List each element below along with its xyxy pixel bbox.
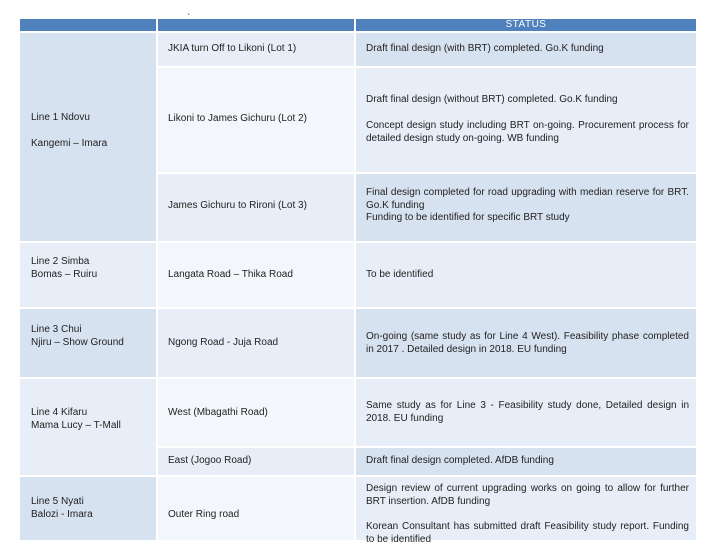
header-mark: ` (187, 13, 191, 24)
line2-section: Langata Road – Thika Road (168, 269, 293, 280)
line1-label-route: Kangemi – Imara (31, 138, 108, 149)
header-line-cell (20, 19, 156, 31)
line3-label-name: Line 3 Chui (31, 324, 82, 335)
line5-label-name: Line 5 Nyati (31, 496, 84, 507)
line2-status: To be identified (366, 269, 434, 280)
line4-east-section: East (Jogoo Road) (168, 455, 252, 466)
line3-section: Ngong Road - Juja Road (168, 337, 279, 348)
header-status-cell (356, 19, 696, 31)
line3-label-route: Njiru – Show Ground (31, 337, 124, 348)
lot2-section: Likoni to James Gichuru (Lot 2) (168, 113, 307, 124)
lot3-section: James Gichuru to Rironi (Lot 3) (168, 200, 307, 211)
line1-cell (20, 33, 156, 241)
line2-label-route: Bomas – Ruiru (31, 269, 98, 280)
header-status-label: STATUS (505, 19, 547, 30)
lot2-status-a: Draft final design (without BRT) completed. Go.K funding (366, 94, 618, 105)
line5-label-route: Balozi - Imara (31, 509, 93, 520)
line5-status-b: Korean Consultant has submitted draft Feasibility study report. Funding to be identified (366, 521, 689, 545)
line4-east-status: Draft final design completed. AfDB funding (366, 455, 554, 466)
line4-label-name: Line 4 Kifaru (31, 407, 88, 418)
line3-status: On-going (same study as for Line 4 West). Feasibility phase completed in 2017 . Detailed design in 2018. EU funding (366, 331, 689, 355)
lot1-status: Draft final design (with BRT) completed. Go.K funding (366, 43, 604, 54)
line2-label-name: Line 2 Simba (31, 256, 90, 267)
lot3-status-1: Final design completed for road upgrading with median reserve for BRT. Go.K funding (366, 187, 689, 211)
line5-section: Outer Ring road (168, 509, 240, 520)
lot1-section: JKIA turn Off to Likoni (Lot 1) (168, 43, 297, 54)
lot3-status-2: Funding to be identified for specific BRT study (366, 212, 570, 223)
line5-status-a: Design review of current upgrading works on going to allow for further BRT insertion. AfDB funding (366, 483, 689, 507)
line1-label-name: Line 1 Ndovu (31, 112, 90, 123)
lot2-status-b: Concept design study including BRT on-going. Procurement process for detailed design study on-going. WB funding (366, 120, 689, 144)
line4-west-section: West (Mbagathi Road) (168, 407, 268, 418)
line4-west-status: Same study as for Line 3 - Feasibility study done, Detailed design in 2018. EU funding (366, 400, 689, 424)
line4-label-route: Mama Lucy – T-Mall (31, 420, 121, 431)
